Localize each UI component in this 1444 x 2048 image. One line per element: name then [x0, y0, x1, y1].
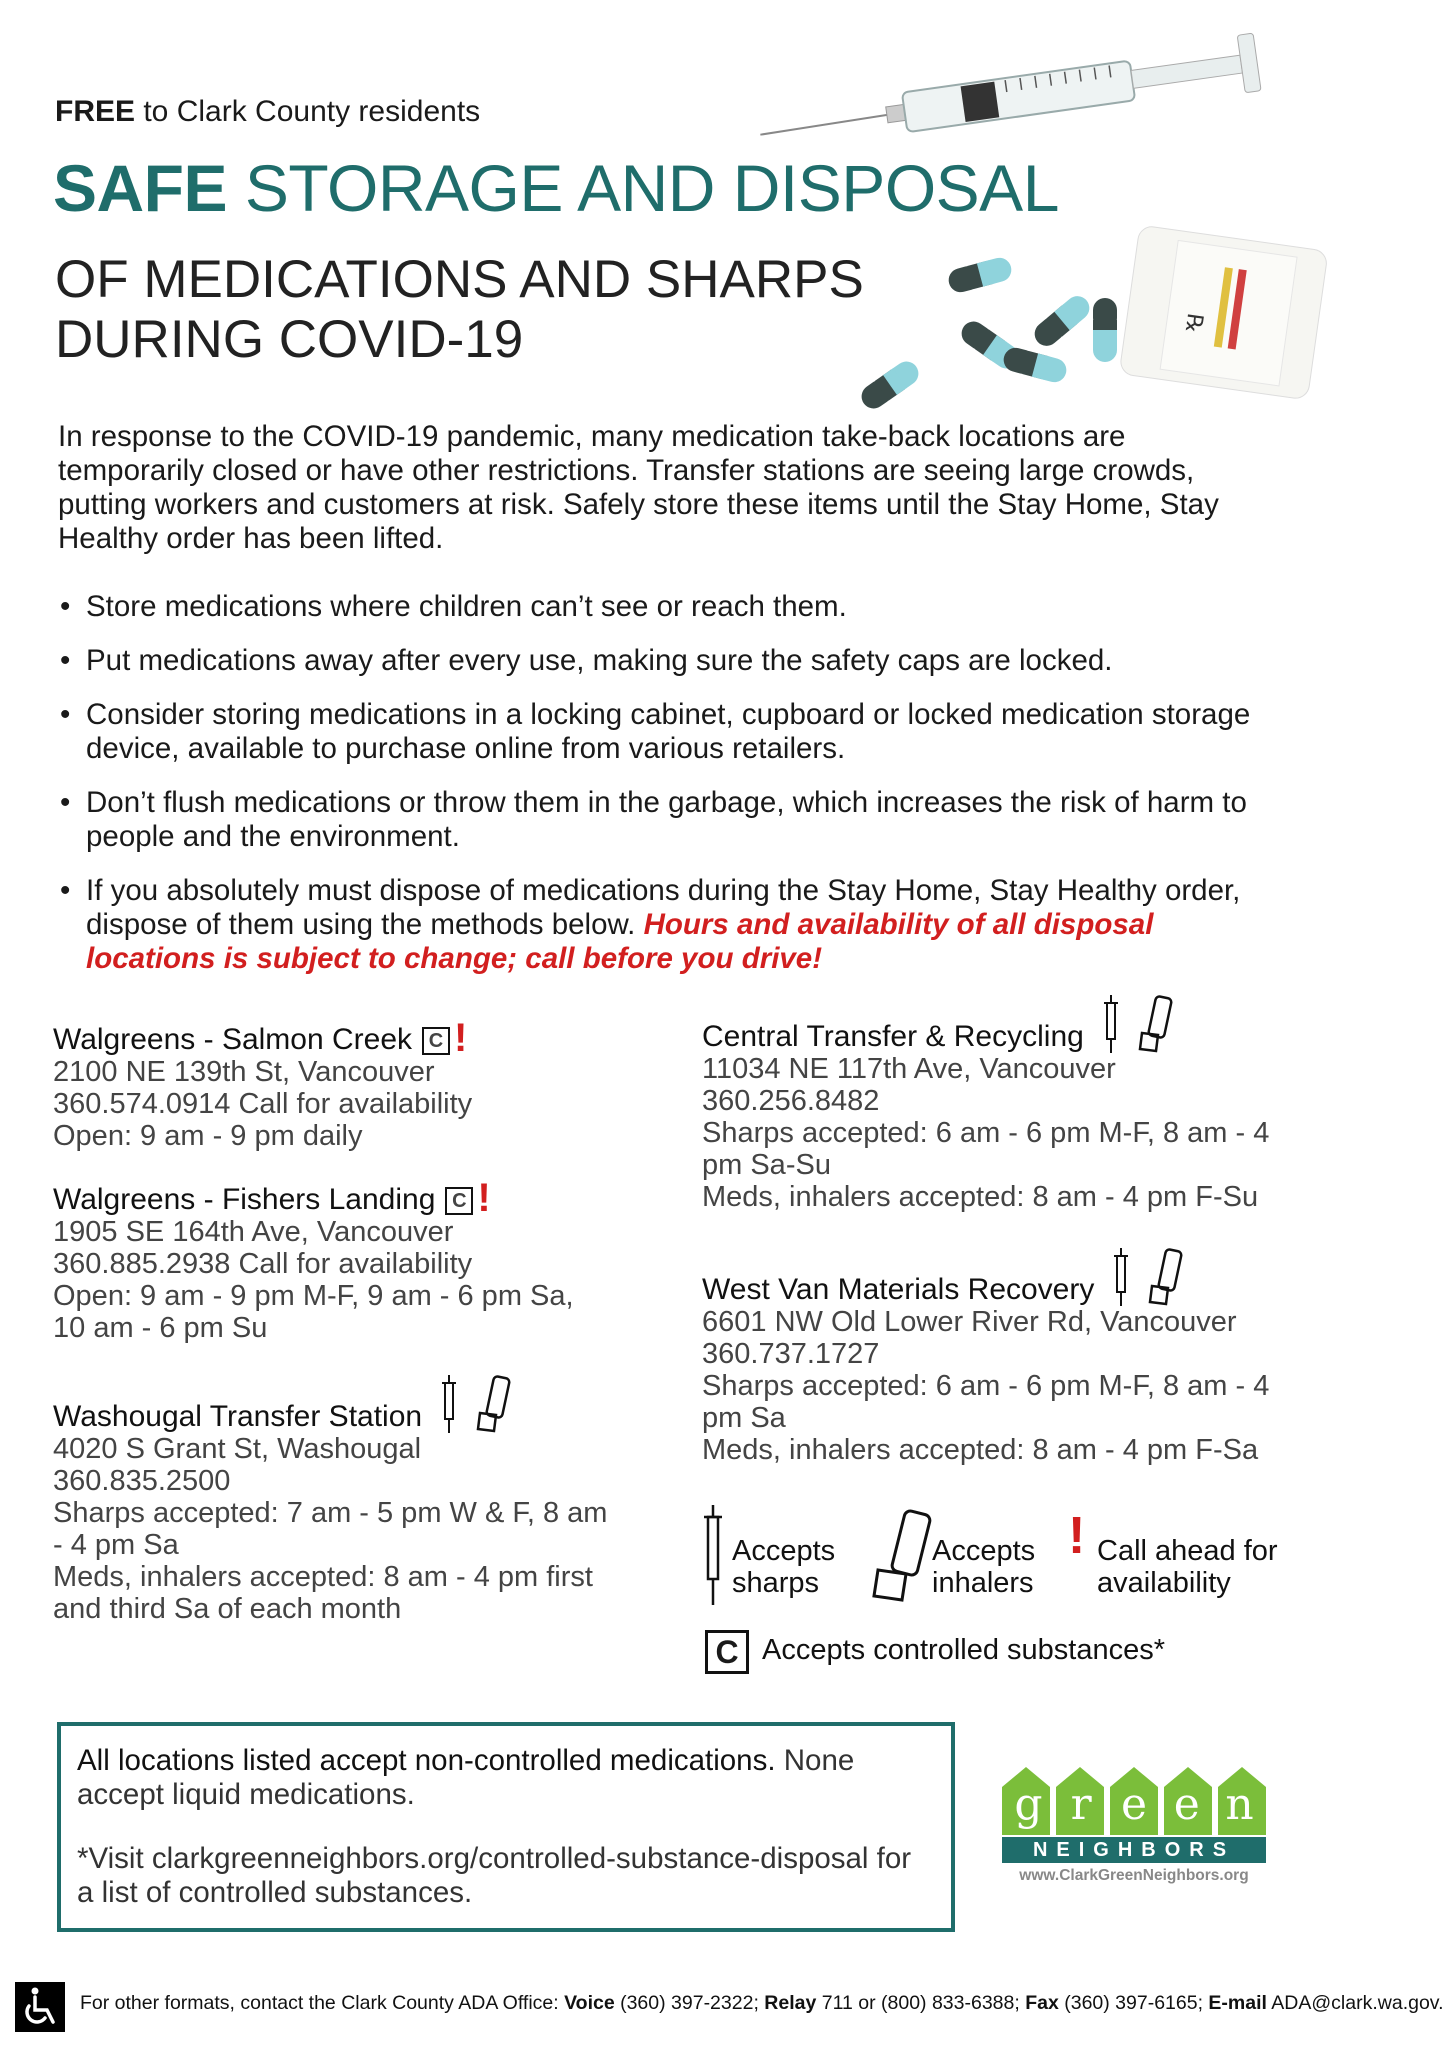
location-phone: 360.835.2500 [53, 1465, 231, 1497]
call-ahead-icon: ! [477, 1176, 491, 1220]
tip-plain: If you absolutely must dispose of medications during the Stay Home, Stay Healthy order, dispose of them using the methods below. [86, 874, 1241, 941]
location-name: West Van Materials Recovery [702, 1273, 1095, 1306]
location-central-transfer [702, 995, 1282, 1213]
controlled-substance-icon: C [422, 1027, 450, 1055]
location-west-van-materials [702, 1248, 1292, 1466]
location-sharps-hours: Sharps accepted: 6 am - 6 pm M-F, 8 am - 4 pm Sa [702, 1370, 1270, 1434]
location-phone: 360.574.0914 Call for availability [53, 1088, 473, 1120]
logo-url: www.ClarkGreenNeighbors.org [1019, 1867, 1249, 1884]
pills-illustration [840, 215, 1325, 415]
location-hours: Open: 9 am - 9 pm M-F, 9 am - 6 pm Sa, 10 am - 6 pm Su [53, 1280, 574, 1344]
location-hours: Open: 9 am - 9 pm daily [53, 1120, 363, 1152]
location-address: 2100 NE 139th St, Vancouver [53, 1056, 435, 1088]
logo-letter: n [1225, 1779, 1254, 1830]
location-meds-hours: Meds, inhalers accepted: 8 am - 4 pm first and third Sa of each month [53, 1561, 593, 1625]
location-address: 6601 NW Old Lower River Rd, Vancouver [702, 1306, 1237, 1338]
location-phone: 360.256.8482 [702, 1085, 880, 1117]
inhaler-icon [476, 1375, 510, 1433]
logo-letter: e [1173, 1779, 1200, 1830]
note-box [57, 1722, 955, 1932]
green-neighbors-logo [1000, 1765, 1270, 1890]
tip-warning: Hours and availability of all disposal locations is subject to change; call before you drive! [86, 908, 1154, 975]
inhaler-icon [1148, 1248, 1182, 1306]
tips-list [58, 590, 1278, 996]
note-bold: All locations listed accept non-controlled medications. [77, 1744, 776, 1777]
legend-call-ahead-label: Call ahead for availability [1097, 1535, 1278, 1599]
note-visit: *Visit clarkgreenneighbors.org/controlled-substance-disposal for a list of controlled substances. [77, 1842, 912, 1909]
location-sharps-hours: Sharps accepted: 7 am - 5 pm W & F, 8 am - 4 pm Sa [53, 1497, 608, 1561]
tip-item: • Consider storing medications in a locking cabinet, cupboard or locked medication storage device, available to purchase online from various retailers. [58, 698, 1278, 766]
location-sharps-hours: Sharps accepted: 6 am - 6 pm M-F, 8 am - 4 pm Sa-Su [702, 1117, 1270, 1181]
logo-letters [1002, 1779, 1266, 1830]
logo-letter: g [1014, 1779, 1043, 1830]
title-rest: STORAGE AND DISPOSAL [227, 151, 1059, 225]
location-name: Walgreens - Fishers Landing [53, 1183, 436, 1216]
syringe-icon [438, 1375, 460, 1433]
free-rest: to Clark County residents [135, 95, 481, 128]
location-address: 1905 SE 164th Ave, Vancouver [53, 1216, 454, 1248]
location-walgreens-fishers-landing [53, 1176, 613, 1344]
footer-fax-label: Fax [1025, 1992, 1059, 2014]
tip-item [58, 874, 1278, 976]
syringe-illustration [755, 28, 1285, 128]
call-ahead-icon: ! [454, 1016, 468, 1060]
location-address: 11034 NE 117th Ave, Vancouver [702, 1053, 1116, 1085]
footer-email-label: E-mail [1208, 1992, 1267, 2014]
intro-paragraph: In response to the COVID-19 pandemic, many medication take-back locations are temporarily closed or have other restrictions. Transfer stations are seeing large crowds, putting workers and customers at risk. Safely store these items until the Stay Home, Stay Healthy order has been lifted. [58, 420, 1219, 555]
footer-intro: For other formats, contact the Clark County ADA Office: [80, 1992, 565, 2014]
title-bold: SAFE [53, 151, 228, 225]
subtitle-line2: DURING COVID-19 [55, 310, 524, 369]
legend-controlled-icon: C [705, 1630, 749, 1674]
location-name: Walgreens - Salmon Creek [53, 1023, 413, 1056]
location-phone: 360.737.1727 [702, 1338, 880, 1370]
location-washougal-transfer [53, 1375, 623, 1625]
location-address: 4020 S Grant St, Washougal [53, 1433, 422, 1465]
legend-call-ahead-icon: ! [1068, 1507, 1086, 1565]
location-name: Washougal Transfer Station [53, 1400, 423, 1433]
location-phone: 360.885.2938 Call for availability [53, 1248, 473, 1280]
svg-text:℞: ℞ [1179, 311, 1208, 335]
tip-item: • Store medications where children can’t see or reach them. [58, 590, 1278, 624]
tip-item: • Put medications away after every use, making sure the safety caps are locked. [58, 644, 1278, 678]
legend-inhalers-label: Accepts inhalers [932, 1535, 1036, 1599]
legend-sharps-label: Accepts sharps [732, 1535, 836, 1599]
logo-neighbors: NEIGHBORS [1002, 1837, 1266, 1863]
location-meds-hours: Meds, inhalers accepted: 8 am - 4 pm F-Sa [702, 1434, 1259, 1466]
inhaler-icon [1138, 995, 1172, 1053]
footer-relay: 711 or (800) 833-6388; [816, 1992, 1026, 2014]
legend-syringe-icon [700, 1505, 726, 1605]
footer-email: ADA@clark.wa.gov. [1266, 1992, 1444, 2014]
legend-inhaler-icon [872, 1510, 934, 1602]
free-tagline [55, 95, 480, 129]
note-text [77, 1744, 935, 1812]
tip-item: • Don’t flush medications or throw them in the garbage, which increases the risk of harm to people and the environment. [58, 786, 1278, 854]
syringe-icon [1100, 995, 1122, 1053]
location-meds-hours: Meds, inhalers accepted: 8 am - 4 pm F-Su [702, 1181, 1259, 1213]
footer-relay-label: Relay [764, 1992, 817, 2014]
location-name: Central Transfer & Recycling [702, 1020, 1084, 1053]
subtitle-line1: OF MEDICATIONS AND SHARPS [55, 250, 864, 309]
controlled-substance-icon: C [445, 1187, 473, 1215]
legend-controlled-label: Accepts controlled substances* [762, 1634, 1165, 1666]
subtitle [55, 250, 955, 370]
logo-letter: r [1070, 1779, 1092, 1830]
footer-fax: (360) 397-6165; [1058, 1992, 1209, 2014]
footer-contact [80, 1992, 1444, 2015]
free-bold: FREE [55, 95, 136, 128]
accessibility-icon [15, 1982, 65, 2032]
location-walgreens-salmon-creek [53, 1016, 653, 1152]
footer-voice: (360) 397-2322; [614, 1992, 765, 2014]
note-rest: None accept liquid medications. [77, 1744, 855, 1811]
footer-voice-label: Voice [564, 1992, 615, 2014]
syringe-icon [1110, 1248, 1132, 1306]
logo-letter: e [1120, 1779, 1148, 1830]
